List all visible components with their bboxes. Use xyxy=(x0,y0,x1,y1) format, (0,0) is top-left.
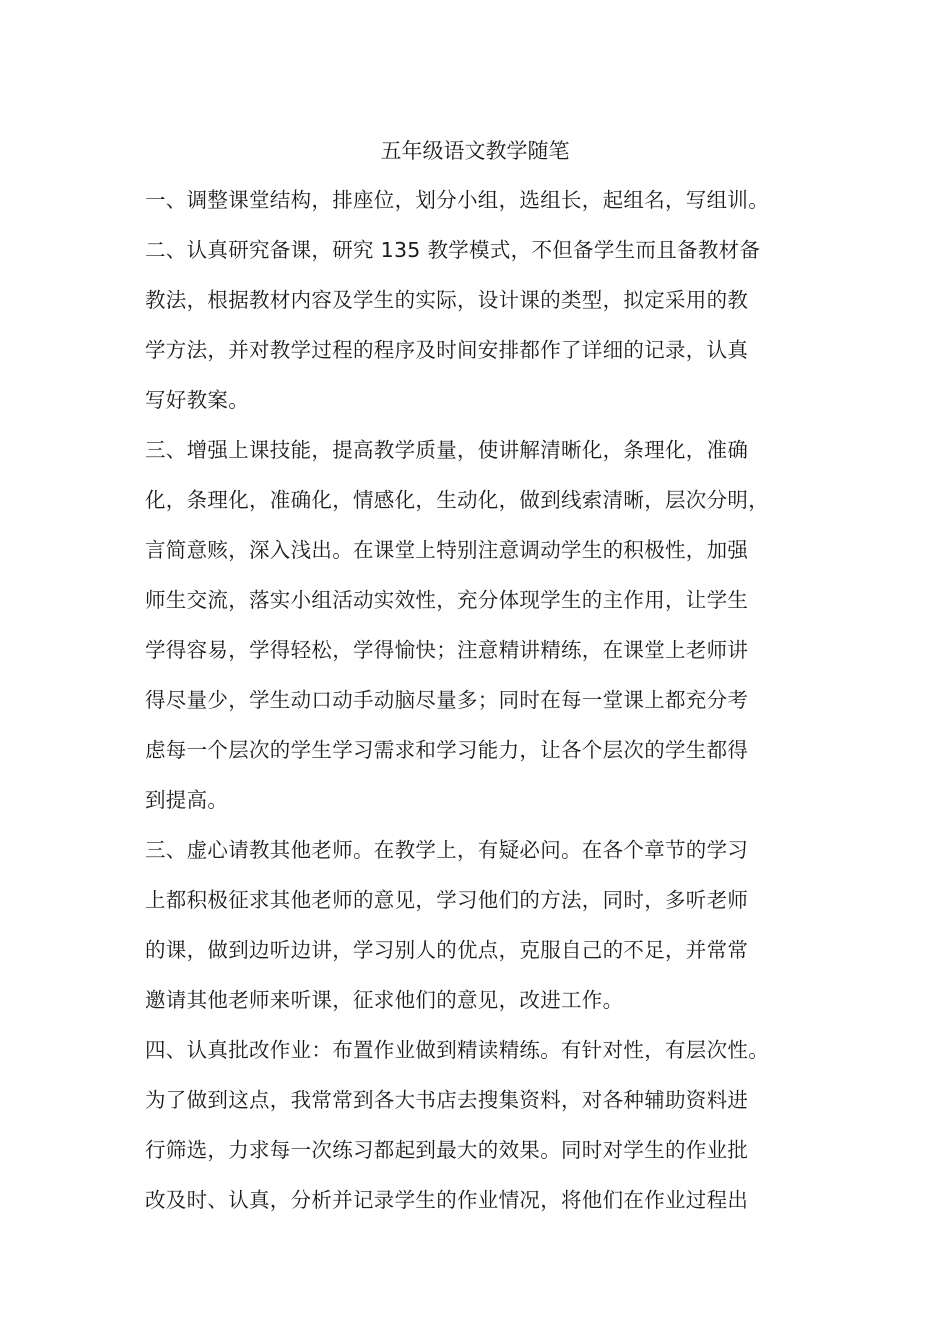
text-line: 虑每一个层次的学生学习需求和学习能力，让各个层次的学生都得 xyxy=(145,738,749,762)
text-line: 师生交流，落实小组活动实效性，充分体现学生的主作用，让学生 xyxy=(145,588,749,612)
document-title: 五年级语文教学随笔 xyxy=(380,139,570,163)
text-line: 行筛选，力求每一次练习都起到最大的效果。同时对学生的作业批 xyxy=(145,1138,749,1162)
text-line: 教法，根据教材内容及学生的实际，设计课的类型，拟定采用的教 xyxy=(145,288,749,312)
text-line: 到提高。 xyxy=(145,788,229,812)
text-line: 得尽量少，学生动口动手动脑尽量多；同时在每一堂课上都充分考 xyxy=(145,688,749,712)
text-line: 为了做到这点，我常常到各大书店去搜集资料，对各种辅助资料进 xyxy=(145,1088,749,1112)
text-line: 一、调整课堂结构，排座位，划分小组，选组长，起组名，写组训。 xyxy=(145,188,769,212)
text-line: 学方法，并对教学过程的程序及时间安排都作了详细的记录，认真 xyxy=(145,338,749,362)
text-line: 二、认真研究备课，研究 135 教学模式，不但备学生而且备教材备 xyxy=(145,238,761,262)
text-line: 化，条理化，准确化，情感化，生动化，做到线索清晰，层次分明， xyxy=(145,488,769,512)
text-line: 四、认真批改作业：布置作业做到精读精练。有针对性，有层次性。 xyxy=(145,1038,769,1062)
text-line: 上都积极征求其他老师的意见，学习他们的方法，同时，多听老师 xyxy=(145,888,749,912)
text-line: 改及时、认真，分析并记录学生的作业情况，将他们在作业过程出 xyxy=(145,1188,749,1212)
text-line: 写好教案。 xyxy=(145,388,249,412)
text-line: 三、增强上课技能，提高教学质量，使讲解清晰化，条理化，准确 xyxy=(145,438,749,462)
text-line: 学得容易，学得轻松，学得愉快；注意精讲精练，在课堂上老师讲 xyxy=(145,638,749,662)
text-line: 的课，做到边听边讲，学习别人的优点，克服自己的不足，并常常 xyxy=(145,938,749,962)
text-line: 邀请其他老师来听课，征求他们的意见，改进工作。 xyxy=(145,988,624,1012)
text-line: 言简意赅，深入浅出。在课堂上特别注意调动学生的积极性，加强 xyxy=(145,538,749,562)
text-line: 三、虚心请教其他老师。在教学上，有疑必问。在各个章节的学习 xyxy=(145,838,749,862)
